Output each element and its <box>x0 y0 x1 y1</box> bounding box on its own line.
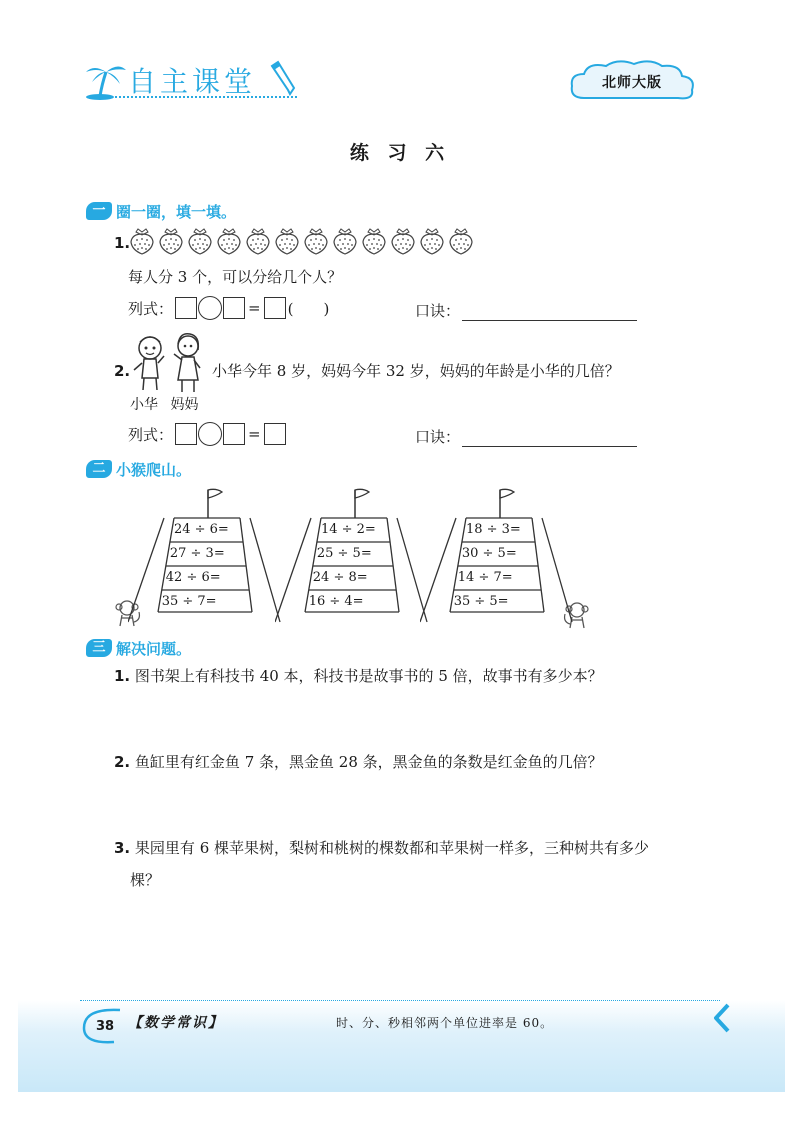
q2-rhyme-line[interactable] <box>462 429 637 447</box>
label-mother: 妈妈 <box>170 397 199 413</box>
footer-rule <box>80 1000 720 1001</box>
q2-answer-box-3[interactable] <box>264 423 286 445</box>
problem-1 <box>114 660 603 692</box>
page-title: 练 习 六 <box>349 142 451 164</box>
q1-unit-paren[interactable]: ( ) <box>287 299 330 318</box>
problem-2 <box>114 746 603 778</box>
q2-answer-box-2[interactable] <box>223 423 245 445</box>
strawberry-icon[interactable] <box>157 226 185 256</box>
q1-formula-label: 列式： <box>128 299 174 318</box>
strawberry-icon[interactable] <box>331 226 359 256</box>
ladder-2-rung-2[interactable]: 25 ÷ 5= <box>316 546 372 561</box>
ladder-3-rung-1[interactable]: 18 ÷ 3= <box>465 522 521 537</box>
section1-heading <box>86 200 236 222</box>
q2-rhyme-label: 口诀： <box>415 428 461 446</box>
pencil-icon <box>268 60 298 96</box>
q1-rhyme-line[interactable] <box>462 303 637 321</box>
q1-number: 1. <box>114 234 131 252</box>
brand-title: 自主课堂 <box>128 65 257 98</box>
brand-logo <box>84 58 299 102</box>
ladder-3-rung-2[interactable]: 30 ÷ 5= <box>461 546 517 561</box>
flag-icon <box>355 489 369 518</box>
strawberry-row <box>128 226 475 256</box>
problem-3-continued: 棵？ <box>130 871 161 889</box>
flag-icon <box>208 489 222 518</box>
problem-2-text: 鱼缸里有红金鱼 7 条，黑金鱼 28 条，黑金鱼的条数是红金鱼的几倍？ <box>134 753 603 771</box>
section1-badge: 一 <box>86 202 112 220</box>
q1-answer-box-3[interactable] <box>264 297 286 319</box>
q2-operator-circle[interactable] <box>198 422 222 446</box>
q1-answer-box-2[interactable] <box>223 297 245 319</box>
q2-number: 2. <box>114 362 131 380</box>
section2-title: 小猴爬山。 <box>116 460 192 479</box>
label-xiaohua: 小华 <box>130 397 158 413</box>
strawberry-icon[interactable] <box>302 226 330 256</box>
ladder-2-rung-1[interactable]: 14 ÷ 2= <box>320 522 376 537</box>
section3-title: 解决问题。 <box>116 639 192 658</box>
children-illustration <box>130 330 210 394</box>
strawberry-icon[interactable] <box>360 226 388 256</box>
ladder-1-rung-2[interactable]: 27 ÷ 3= <box>169 546 225 561</box>
fact-label: 【数学常识】 <box>128 1015 224 1031</box>
edition-label: 北师大版 <box>602 75 662 91</box>
chevron-left-icon[interactable] <box>712 1003 732 1033</box>
ladder-1-rung-3[interactable]: 42 ÷ 6= <box>165 570 221 585</box>
section3-heading <box>86 637 191 659</box>
strawberry-icon[interactable] <box>244 226 272 256</box>
ladder-2-rung-3[interactable]: 24 ÷ 8= <box>312 570 368 585</box>
problem-3-number: 3. <box>114 839 131 857</box>
q1-question: 每人分 3 个，可以分给几个人？ <box>128 268 343 286</box>
ladder-1-rung-4[interactable]: 35 ÷ 7= <box>161 594 217 609</box>
boy-figure-icon <box>134 337 164 390</box>
section1-title: 圈一圈，填一填。 <box>116 202 237 221</box>
fact-text: 时、分、秒相邻两个单位进率是 60。 <box>336 1016 554 1030</box>
mother-figure-icon <box>174 334 200 392</box>
q1-rhyme <box>415 300 637 321</box>
section3-badge: 三 <box>86 639 112 657</box>
q1-answer-box-1[interactable] <box>175 297 197 319</box>
problem-3 <box>114 832 649 864</box>
problem-1-number: 1. <box>114 667 131 685</box>
q2-formula <box>128 422 286 446</box>
problem-2-number: 2. <box>114 753 131 771</box>
ladder-3-rung-3[interactable]: 14 ÷ 7= <box>457 570 513 585</box>
ladder-2-rung-4[interactable]: 16 ÷ 4= <box>308 594 364 609</box>
brand-underline <box>102 96 297 98</box>
strawberry-icon[interactable] <box>128 226 156 256</box>
q2-equals: = <box>248 425 261 443</box>
q1-operator-circle[interactable] <box>198 296 222 320</box>
strawberry-icon[interactable] <box>215 226 243 256</box>
ladder-1-rung-1[interactable]: 24 ÷ 6= <box>173 522 229 537</box>
strawberry-icon[interactable] <box>418 226 446 256</box>
q2-rhyme <box>415 426 637 447</box>
section2-heading <box>86 458 191 480</box>
q2-answer-box-1[interactable] <box>175 423 197 445</box>
strawberry-icon[interactable] <box>447 226 475 256</box>
problem-1-text: 图书架上有科技书 40 本，科技书是故事书的 5 倍，故事书有多少本？ <box>134 667 603 685</box>
q2-figure-labels <box>130 394 198 414</box>
page-number: 38 <box>96 1019 115 1034</box>
flag-icon <box>500 489 514 518</box>
edition-badge <box>566 58 698 106</box>
q1-rhyme-label: 口诀： <box>415 302 461 320</box>
strawberry-icon[interactable] <box>389 226 417 256</box>
strawberry-icon[interactable] <box>186 226 214 256</box>
ladder-3-rung-4[interactable]: 35 ÷ 5= <box>453 594 509 609</box>
strawberry-icon[interactable] <box>273 226 301 256</box>
q1-formula <box>128 296 329 320</box>
problem-3-text: 果园里有 6 棵苹果树，梨树和桃树的棵数都和苹果树一样多，三种树共有多少 <box>134 839 650 857</box>
q2-question: 小华今年 8 岁，妈妈今年 32 岁，妈妈的年龄是小华的几倍？ <box>212 362 620 380</box>
section2-badge: 二 <box>86 460 112 478</box>
q1-equals: = <box>248 299 261 317</box>
q2-formula-label: 列式： <box>128 425 174 444</box>
